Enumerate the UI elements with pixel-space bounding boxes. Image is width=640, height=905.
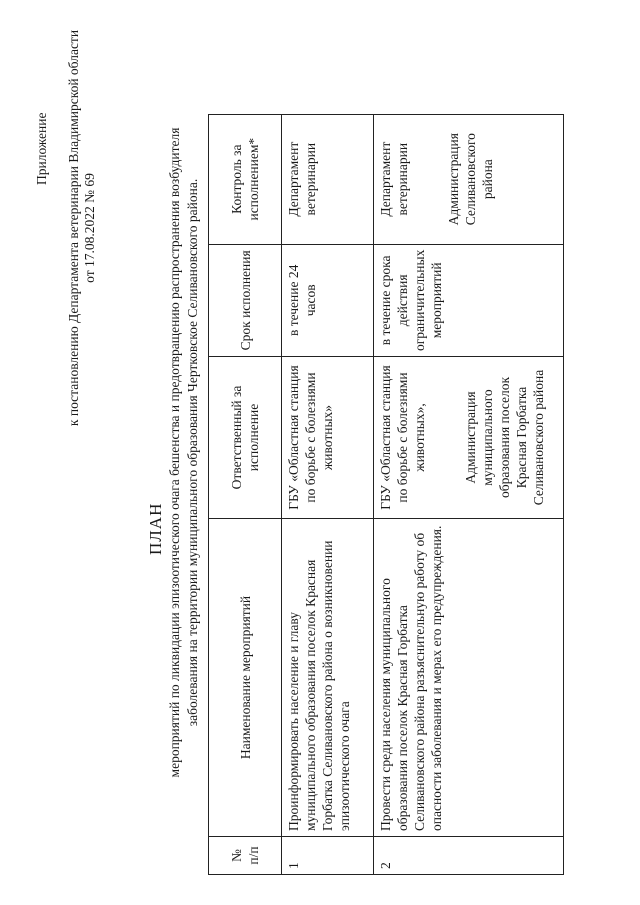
cell-spacer [411,120,445,239]
row-responsible-primary: ГБУ «Областная станция по борьбе с болезнями животных», [378,365,427,510]
appendix-label: Приложение [34,112,49,185]
subtitle-line-2: заболевания на территории муниципального образования Чертковское Селивановского района. [185,178,200,727]
column-header-number: № п/п [209,837,282,875]
row-number: 1 [282,837,374,875]
cell-spacer [428,362,462,513]
row-action: Провести среди населения муниципального образования поселок Красная Горбатка Селивановского района разъяснительную работу об опасности заболевания и мерах его предупреждения. [374,519,564,837]
decree-reference [66,13,98,443]
row-deadline: в течение срока действия ограничительных мероприятий [374,244,564,356]
column-header-responsible: Ответственный за исполнение [209,357,282,519]
decree-line-2: от 17.08.2022 № 69 [82,173,97,283]
row-control-secondary: Администрация Селивановского района [446,133,495,226]
decree-line-1: к постановлению Департамента ветеринарии Владимирской области [66,29,81,427]
table-row [374,114,564,874]
row-control [374,114,564,244]
row-control-primary: Департамент ветеринарии [286,141,318,217]
column-header-control: Контроль за исполнением* [209,114,282,244]
table-header-row [209,114,282,874]
subtitle-line-1: мероприятий по ликвидации эпизоотического очага бешенства и предотвращению распространения возбудителя [167,127,182,778]
plan-table [208,114,564,875]
row-control [282,114,374,244]
row-responsible [374,357,564,519]
column-header-deadline: Срок исполнения [209,244,282,356]
row-deadline: в течение 24 часов [282,244,374,356]
row-action: Проинформировать население и главу муниципального образования поселок Красная Горбатка Селивановского района о возникновении эпизоотического очага [282,519,374,837]
row-number: 2 [374,837,564,875]
row-responsible-secondary: Администрация муниципального образования поселок Красная Горбатка Селивановского района [463,369,546,506]
row-responsible-primary: ГБУ «Областная станция по борьбе с болезнями животных» [286,365,335,510]
page-title: ПЛАН [146,502,165,555]
row-responsible [282,357,374,519]
table-row [282,114,374,874]
column-header-action: Наименование мероприятий [209,519,282,837]
row-control-primary: Департамент ветеринарии [378,141,410,217]
plan-subtitle [166,20,202,885]
